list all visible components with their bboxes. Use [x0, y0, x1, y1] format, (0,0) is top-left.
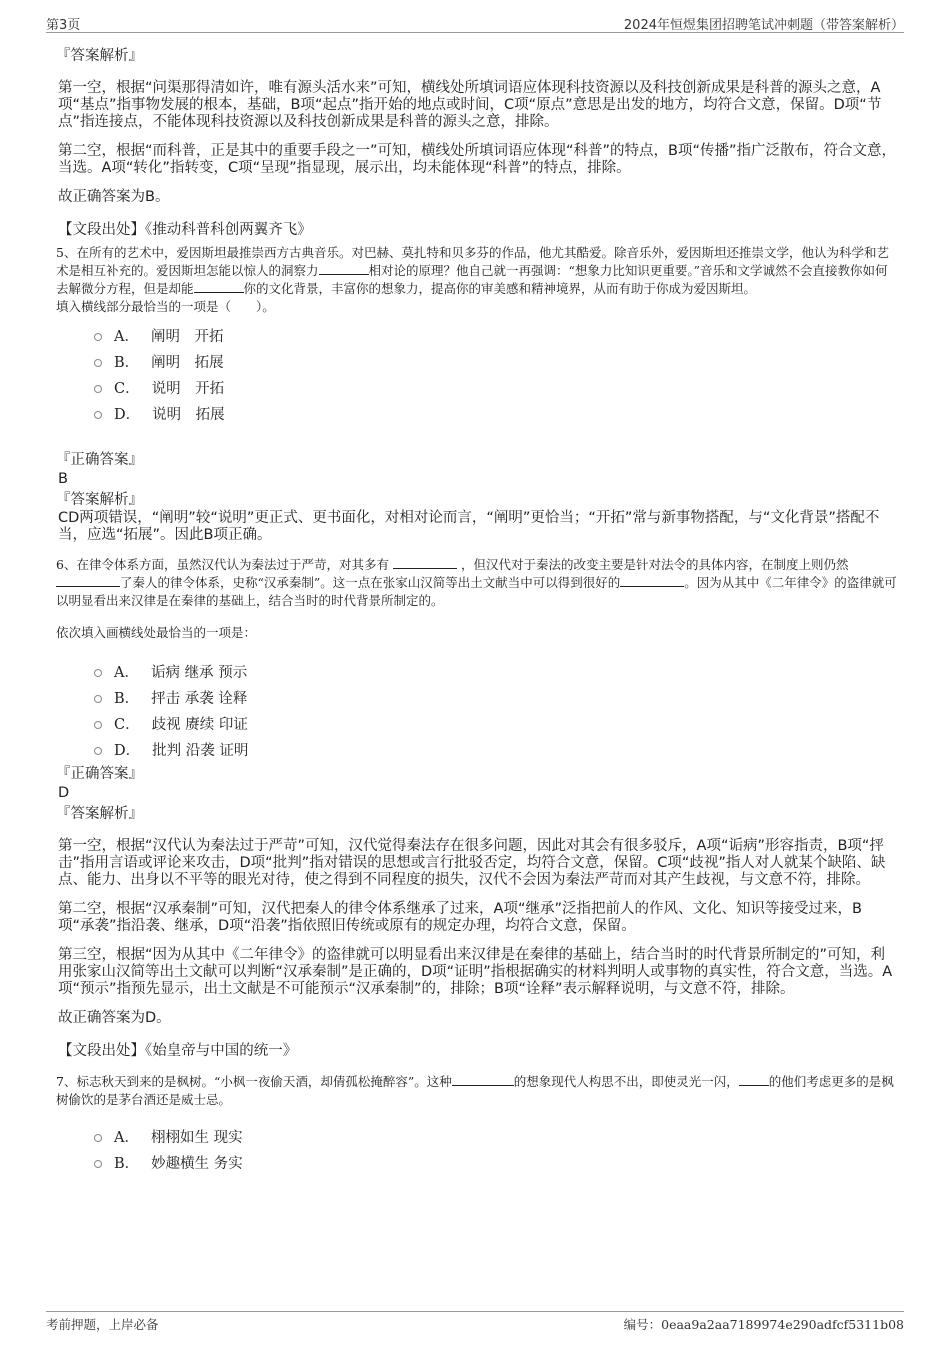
radio-icon[interactable]	[94, 359, 102, 367]
document-title: 2024年恒煜集团招聘笔试冲刺题（带答案解析）	[623, 18, 904, 33]
q5-option-d[interactable]: D． 说明 拓展	[94, 402, 898, 428]
q6-answer: D	[58, 785, 70, 801]
q6-analysis-conclusion: 故正确答案为D。	[58, 1010, 171, 1026]
q7-blank-1	[452, 1074, 514, 1086]
q5-stem: 5、在所有的艺术中，爱因斯坦最推崇西方古典音乐。对巴赫、莫扎特和贝多芬的作品，他尤其酷爱。除音乐外，爱因斯坦还推崇文学，他认为科学和艺术是相互补充的。爱因斯坦怎能以惊人的洞察力 相对论的原理？他自己就一再强调：“想象力比知识更重要。”音乐和文学诚然不会直接教你如何去解微分方程，但是却能 你的文化背景，丰富你的想象力，提高你的审美感和精神境界，从而有助于你成为爱因斯坦。	[56, 245, 889, 296]
q4-analysis-p2: 第二空，根据“而科普，正是其中的重要手段之一”可知，横线处所填词语应体现“科普”的特点，B项“传播”指广泛散布，符合文意，当选。A项“转化”指转变，C项“呈现”指显现，展示出，均未能体现“科普”的特点，排除。	[58, 143, 897, 176]
q6-stem: 6、在律令体系方面，虽然汉代认为秦法过于严苛，对其多有 ，但汉代对于秦法的改变主要是针对法令的具体内容，在制度上则仍然了秦人的律令体系，史称“汉承秦制”。这一点在张家山汉简等出土文献当中可以得到很好的 。因为从其中《二年律令》的盗律就可以明显看出来汉律是在秦律的基础上，结合当时的时代背景所制定的。	[56, 557, 897, 608]
radio-icon[interactable]	[94, 747, 102, 755]
q6-source: 【文段出处】《始皇帝与中国的统一》	[58, 1043, 298, 1059]
q6-option-b[interactable]: B． 抨击 承袭 诠释	[94, 686, 898, 712]
q5-option-c[interactable]: C． 说明 开拓	[94, 376, 898, 402]
page-header	[46, 12, 904, 33]
q6-blank-2	[56, 575, 120, 587]
q5-option-b[interactable]: B． 阐明 拓展	[94, 350, 898, 376]
page-footer	[46, 1311, 904, 1336]
q6-blank-3	[620, 575, 684, 587]
page-content	[56, 42, 898, 1177]
radio-icon[interactable]	[94, 1134, 102, 1142]
q5-options	[94, 324, 898, 428]
q4-analysis-p1: 第一空，根据“问渠那得清如许，唯有源头活水来”可知，横线处所填词语应体现科技资源以及科技创新成果是科普的源头之意，A项“基点”指事物发展的根本，基础，B项“起点”指开始的地点或时间，C项“原点”意思是出发的地方，均符合文意，保留。D项“节点”指连接点，不能体现科技资源以及科技创新成果是科普的源头之意，排除。	[58, 80, 882, 130]
radio-icon[interactable]	[94, 669, 102, 677]
q5-analysis: CD两项错误，“阐明”较“说明”更正式、更书面化，对相对论而言，“阐明”更恰当；“开拓”常与新事物搭配，与“文化背景”搭配不当，应选“拓展”。因此B项正确。	[58, 510, 880, 543]
q4-analysis-label: 『答案解析』	[56, 48, 143, 64]
radio-icon[interactable]	[94, 333, 102, 341]
q7-option-a[interactable]: A． 栩栩如生 现实	[94, 1125, 898, 1151]
q7-stem: 7、标志秋天到来的是枫树。“小枫一夜偷天酒，却倩孤松掩醉容”。这种 的想象现代人构思不出，即使灵光一闪， 的他们考虑更多的是枫树偷饮的是茅台酒还是威士忌。	[56, 1074, 894, 1107]
q7-blank-2	[739, 1074, 769, 1086]
q6-option-c[interactable]: C． 歧视 赓续 印证	[94, 712, 898, 738]
q5-answer: B	[58, 471, 68, 487]
radio-icon[interactable]	[94, 721, 102, 729]
q5-analysis-label: 『答案解析』	[56, 492, 143, 508]
q5-question: 填入横线部分最恰当的一项是（ ）。	[56, 299, 275, 314]
q6-options	[94, 660, 898, 764]
page-number: 第3页	[46, 18, 81, 33]
radio-icon[interactable]	[94, 411, 102, 419]
q6-option-a[interactable]: A． 诟病 继承 预示	[94, 660, 898, 686]
q6-analysis-label: 『答案解析』	[56, 806, 143, 822]
q7-options	[94, 1125, 898, 1177]
footer-slogan: 考前押题，上岸必备	[46, 1317, 159, 1332]
q5-option-a[interactable]: A． 阐明 开拓	[94, 324, 898, 350]
q6-analysis-p3: 第三空，根据“因为从其中《二年律令》的盗律就可以明显看出来汉律是在秦律的基础上，结合当时的时代背景所制定的”可知，利用张家山汉简等出土文献可以判断“汉承秦制”是正确的，D项“证明”指根据确实的材料判明人或事物的真实性，符合文意，当选。A项“预示”指预先显示，出土文献是不可能预示“汉承秦制”的，排除；B项“诠释”表示解释说明，与文意不符，排除。	[58, 947, 893, 997]
q6-blank-1	[393, 557, 457, 569]
q6-correct-label: 『正确答案』	[56, 766, 143, 782]
q6-option-d[interactable]: D． 批判 沿袭 证明	[94, 738, 898, 764]
radio-icon[interactable]	[94, 1160, 102, 1168]
q5-correct-label: 『正确答案』	[56, 452, 143, 468]
radio-icon[interactable]	[94, 385, 102, 393]
q6-question: 依次填入画横线处最恰当的一项是：	[56, 625, 257, 640]
q5-blank-1	[319, 263, 369, 275]
q4-analysis-conclusion: 故正确答案为B。	[58, 189, 170, 205]
radio-icon[interactable]	[94, 695, 102, 703]
q7-option-b[interactable]: B． 妙趣横生 务实	[94, 1151, 898, 1177]
q5-blank-2	[194, 281, 244, 293]
q6-analysis-p2: 第二空，根据“汉承秦制”可知，汉代把秦人的律令体系继承了过来，A项“继承”泛指把前人的作风、文化、知识等接受过来，B项“承袭”指沿袭、继承，D项“沿袭”指依照旧传统或原有的规定办理，均符合文意，保留。	[58, 901, 862, 934]
document-serial: 编号：0eaa9a2aa7189974e290adfcf5311b08	[623, 1317, 904, 1332]
q4-source: 【文段出处】《推动科普科创两翼齐飞》	[58, 222, 312, 238]
q6-analysis-p1: 第一空，根据“汉代认为秦法过于严苛”可知，汉代觉得秦法存在很多问题，因此对其会有很多驳斥，A项“诟病”形容指责，B项“抨击”指用言语或评论来攻击，D项“批判”指对错误的思想或言行批驳否定，均符合文意，保留。C项“歧视”指人对人就某个缺陷、缺点、能力、出身以不平等的眼光对待，使之得到不同程度的损失，汉代不会因为秦法严苛而对其产生歧视，与文意不符，排除。	[58, 838, 886, 888]
